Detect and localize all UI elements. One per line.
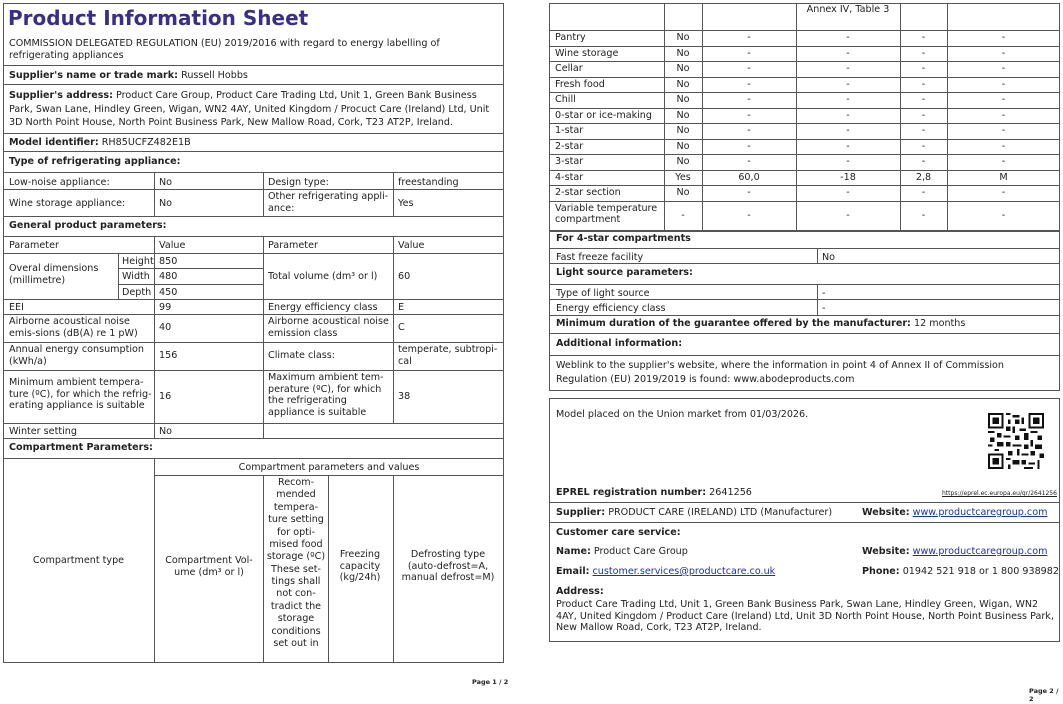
compartment-name: 0-star or ice-making: [555, 109, 652, 121]
supplier-label: Supplier:: [556, 507, 606, 518]
weblink-text: Weblink to the supplier's website, where the information in point 4 of Annex II of Commission Regulation (EU) 2019/2019 is found:: [556, 360, 1005, 385]
compartment-present: No: [676, 156, 690, 167]
compartment-present: No: [676, 140, 690, 152]
compartment-temp: -: [846, 78, 850, 90]
page-title: Product Information Sheet: [8, 6, 309, 30]
eei-label: EEI: [9, 302, 24, 313]
compartment-defrost: -: [1001, 209, 1006, 221]
cc-website-link[interactable]: www.productcaregroup.com: [912, 546, 1048, 557]
compartment-defrost: -: [1001, 187, 1006, 198]
compartment-freeze: -: [921, 140, 926, 152]
compartment-freeze: -: [921, 63, 926, 74]
col-value-2: Value: [398, 240, 425, 251]
compartment-volume: -: [747, 125, 751, 136]
compartment-temp: -: [846, 63, 850, 74]
row-divider: [549, 185, 1060, 186]
design-type-value: freestanding: [398, 177, 459, 188]
other-value: Yes: [398, 198, 414, 209]
low-noise-label: Low-noise appliance:: [9, 177, 110, 188]
model-label: Model identifier:: [9, 137, 99, 148]
compartment-freeze: -: [921, 47, 926, 59]
fast-freeze-value: No: [822, 252, 836, 263]
page2-number: Page 2 / 2: [1029, 687, 1059, 703]
total-volume-value: 60: [398, 271, 411, 282]
model-identifier: RH85UCFZ482E1B: [101, 137, 191, 148]
eei-value: 99: [159, 302, 172, 313]
compartment-name: 1-star: [555, 125, 584, 136]
cc-email-link[interactable]: customer.services@productcare.co.uk: [592, 566, 776, 577]
compartment-defrost: -: [1001, 32, 1006, 43]
compartment-temp: -: [846, 125, 850, 136]
email-label: Email:: [556, 566, 590, 577]
compartment-name: 4-star: [555, 171, 584, 183]
comp-params-header: Compartment parameters and values: [238, 462, 420, 473]
compartment-temp: -: [846, 47, 850, 59]
height-value: 850: [159, 256, 178, 267]
compartment-volume: -: [747, 187, 751, 198]
cc-phone: 01942 521 918 or 1 800 938982: [902, 566, 1059, 577]
page1-number: Page 1 / 2: [472, 678, 509, 686]
cc-name: Product Care Group: [593, 546, 688, 557]
supplier-address: Product Care Group, Product Care Trading Ltd, Unit 1, Green Bank Business Park, Swan Lane, Hindley Green, Wigan, WN2 4AY, United Kingdom / Procuct Care (Ireland) Ltd, Unit 3D North Point House, North Point Business Park, New Mallow Road, Cork, T23 AT2P, Ireland.: [9, 90, 490, 129]
compartment-name: Cellar: [555, 63, 583, 74]
type-heading: Type of refrigerating appliance:: [9, 156, 181, 167]
supplier-name: Russell Hobbs: [181, 70, 248, 81]
noise-value: 40: [159, 322, 172, 333]
compartment-volume: -: [747, 140, 751, 152]
compartment-defrost: -: [1001, 156, 1006, 167]
low-noise-value: No: [159, 177, 173, 188]
climate-value: temperate, subtropi-cal: [398, 344, 498, 367]
min-temp-value: 16: [159, 391, 172, 402]
col-parameter-1: Parameter: [9, 240, 59, 251]
light-type-label: Type of light source: [556, 288, 650, 299]
comp-type-header: Compartment type: [32, 555, 125, 566]
width-label: Width: [122, 271, 150, 282]
compartment-temp: -: [846, 32, 850, 43]
compartment-present: No: [676, 32, 690, 43]
eprel-url[interactable]: https://eprel.ec.europa.eu/qr/2641256: [942, 490, 1057, 497]
compartment-volume: -: [747, 156, 751, 167]
compartment-present: No: [676, 94, 690, 105]
address-label: Address:: [556, 586, 604, 597]
compartment-present: No: [676, 125, 690, 136]
max-temp-label: Maximum ambient tem-perature (ºC), for which the refrigerating appliance is suitable: [268, 372, 384, 418]
light-class-label: Energy efficiency class: [556, 303, 666, 314]
noise-class-label: Airborne acoustical noise emission class: [268, 316, 389, 339]
compartment-freeze: -: [921, 209, 926, 221]
compartment-defrost: -: [1001, 94, 1006, 105]
col-parameter-2: Parameter: [268, 240, 318, 251]
comp-freeze-header: Freezing capacity (kg/24h): [339, 549, 381, 583]
noise-label: Airborne acoustical noise emis-sions (dB(A) re 1 pW): [9, 316, 138, 339]
supplier-website-link[interactable]: www.productcaregroup.com: [912, 507, 1048, 518]
placed-on-market: Model placed on the Union market from 01/03/2026.: [556, 409, 809, 420]
compartment-volume: -: [747, 94, 751, 105]
compartment-name: 2-star section: [555, 187, 621, 198]
compartment-freeze: -: [921, 187, 926, 198]
compartment-temp: -: [846, 156, 850, 167]
row-divider: [549, 92, 1060, 93]
light-type-value: -: [822, 288, 826, 299]
height-label: Height: [122, 256, 154, 267]
compartment-temp: -: [846, 209, 850, 221]
eclass-value: E: [398, 302, 405, 313]
compartment-name: 2-star: [555, 140, 584, 152]
website-label: Website:: [862, 507, 910, 518]
name-label: Name:: [556, 546, 591, 557]
additional-heading: Additional information:: [556, 338, 683, 349]
fast-freeze-label: Fast freeze facility: [556, 252, 644, 263]
compartment-name: Fresh food: [555, 78, 605, 90]
compartment-temp: -: [846, 187, 850, 198]
compartment-freeze: 2,8: [915, 171, 932, 183]
compartment-volume: 60,0: [738, 171, 760, 183]
row-divider: [549, 123, 1060, 124]
guarantee-label: Minimum duration of the guarantee offered by the manufacturer:: [556, 318, 911, 329]
compartment-name: Wine storage: [555, 47, 619, 59]
depth-value: 450: [159, 287, 178, 298]
compartment-heading: Compartment Parameters:: [9, 442, 153, 453]
eprel-label: EPREL registration number:: [556, 487, 707, 498]
dims-label: Overal dimensions (millimetre): [9, 263, 99, 286]
depth-label: Depth: [122, 287, 152, 298]
customer-care-heading: Customer care service:: [556, 527, 681, 538]
guarantee-value: 12 months: [913, 318, 966, 329]
compartment-name: Variable temperature compartment: [555, 202, 658, 225]
light-class-value: -: [822, 303, 826, 314]
supplier-name-label: Supplier's name or trade mark:: [9, 70, 179, 81]
compartment-volume: -: [747, 32, 751, 43]
compartment-defrost: -: [1001, 63, 1006, 74]
noise-class-value: C: [398, 322, 405, 333]
compartment-defrost: -: [1001, 140, 1006, 152]
compartment-present: -: [681, 209, 685, 221]
annual-label: Annual energy consumption (kWh/a): [9, 344, 144, 367]
compartment-present: No: [676, 109, 690, 121]
compartment-volume: -: [747, 63, 751, 74]
compartment-freeze: -: [921, 156, 926, 167]
cc-website-label: Website:: [862, 546, 910, 557]
four-star-heading: For 4-star compartments: [556, 233, 691, 244]
climate-label: Climate class:: [268, 350, 336, 361]
supplier-address-label: Supplier's address:: [9, 90, 113, 101]
compartment-present: No: [676, 63, 690, 74]
compartment-freeze: -: [921, 32, 926, 43]
compartment-freeze: -: [921, 94, 926, 105]
annual-value: 156: [159, 350, 178, 361]
compartment-defrost: -: [1001, 78, 1006, 90]
other-label: Other refrigerating appli-ance:: [268, 191, 389, 214]
compartment-present: No: [676, 78, 690, 90]
comp-temp-header: Recom-mended tempera-ture setting for opti-mised food storage (ºC) These set-tings shall not con-tradict the storage conditions set out in: [266, 477, 326, 649]
row-divider: [549, 154, 1060, 155]
compartment-temp: -: [846, 109, 850, 121]
col-value-1: Value: [159, 240, 186, 251]
design-type-label: Design type:: [268, 177, 329, 188]
compartment-defrost: M: [999, 171, 1008, 183]
compartment-present: No: [676, 187, 690, 198]
wine-label: Wine storage appliance:: [9, 198, 126, 209]
compartment-volume: -: [747, 78, 751, 90]
cc-address: Product Care Trading Ltd, Unit 1, Green Bank Business Park, Swan Lane, Hindley Green, Wigan, WN2 4AY, United Kingdom / Product Care (Ireland) Ltd, Unit 3D North Point House, North Point Business Park, New Mallow Road, Cork, T23 AT2P, Ireland.: [556, 599, 1054, 633]
compartment-temp: -: [846, 94, 850, 105]
compartment-present: Yes: [675, 171, 691, 183]
compartment-defrost: -: [1001, 125, 1006, 136]
row-divider: [549, 61, 1060, 62]
compartment-volume: -: [747, 109, 751, 121]
width-value: 480: [159, 271, 178, 282]
compartment-present: No: [676, 47, 690, 59]
compartment-freeze: -: [921, 109, 926, 121]
compartment-volume: -: [747, 209, 751, 221]
supplier-value: PRODUCT CARE (IRELAND) LTD (Manufacturer): [608, 507, 833, 518]
regulation-text: COMMISSION DELEGATED REGULATION (EU) 2019/2016 with regard to energy labelling of refrigerating appliances: [9, 38, 440, 61]
compartment-volume: -: [747, 47, 751, 59]
weblink: www.abodeproducts.com: [733, 373, 855, 385]
light-heading: Light source parameters:: [556, 267, 693, 278]
total-volume-label: Total volume (dm³ or l): [268, 271, 378, 282]
comp-volume-header: Compartment Vol-ume (dm³ or l): [165, 555, 253, 578]
min-temp-label: Minimum ambient tempera-ture (ºC), for which the refrig-erating appliance is suitable: [9, 377, 152, 411]
compartment-temp: -: [846, 140, 850, 152]
winter-value: No: [159, 426, 173, 437]
compartment-name: 3-star: [555, 156, 584, 167]
compartment-freeze: -: [921, 78, 926, 90]
qr-code-icon: [988, 413, 1044, 469]
annex-header: Annex IV, Table 3: [806, 4, 890, 15]
compartment-defrost: -: [1001, 47, 1006, 59]
compartment-temp: -18: [840, 171, 856, 183]
general-heading: General product parameters:: [9, 220, 167, 231]
phone-label: Phone:: [862, 566, 900, 577]
compartment-defrost: -: [1001, 109, 1006, 121]
winter-label: Winter setting: [9, 426, 77, 437]
eclass-label: Energy efficiency class: [268, 302, 378, 313]
wine-value: No: [159, 198, 173, 209]
eprel-value: 2641256: [709, 487, 752, 498]
max-temp-value: 38: [398, 391, 411, 402]
compartment-name: Pantry: [555, 32, 586, 43]
compartment-freeze: -: [921, 125, 926, 136]
compartment-name: Chill: [555, 94, 576, 105]
comp-defrost-header: Defrosting type (auto-defrost=A, manual defrost=M): [401, 549, 495, 583]
